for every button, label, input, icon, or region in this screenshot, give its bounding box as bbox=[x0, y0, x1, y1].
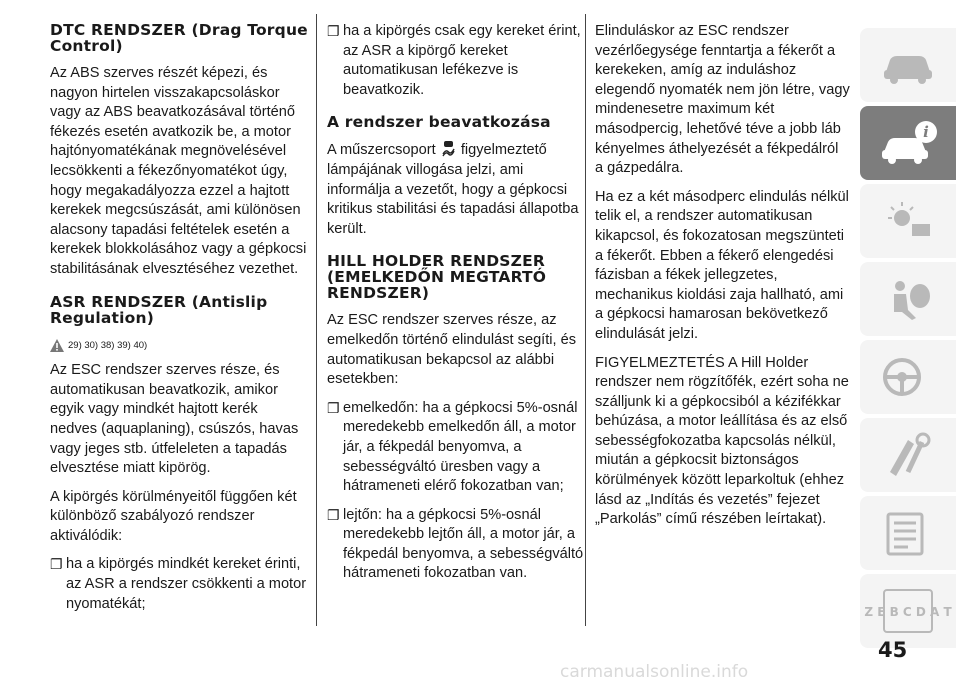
paragraph-dtc: Az ABS szerves részét képezi, és nagyon hirtelen visszakapcsoláskor vagy az ABS beavatkozásával történő fékezés esetén avatkozik be, a motor hajtónyomatékának megnövelésével lecsökkenti a fékezőnyomatékot úgy, hogy megakadályozza ezzel a hajtott kerekek megcsúszását, ami különösen alacsony tapadási feltételek esetén a kerekek blokkolásához vagy a gépkocsi stabilitásának elvesztéséhez vezethet. bbox=[50, 65, 307, 277]
tab-steering-wheel[interactable] bbox=[860, 340, 956, 414]
steering-wheel-icon bbox=[878, 352, 938, 402]
warning-references: 29) 30) 38) 39) 40) bbox=[50, 336, 308, 356]
heading-dtc: DTC RENDSZER (Drag Torque Control) bbox=[50, 21, 308, 55]
heading-intervention: A rendszer beavatkozása bbox=[327, 113, 551, 132]
tab-car-info[interactable] bbox=[860, 106, 956, 180]
paragraph-asr-2: A kipörgés körülményeitől függően két különböző szabályozó rendszer aktiválódik: bbox=[50, 488, 297, 544]
heading-hill-holder: HILL HOLDER RENDSZER (EMELKEDŐN MEGTARTÓ RENDSZER) bbox=[327, 252, 547, 303]
checkbox-bullet-icon: ❐ bbox=[50, 556, 63, 573]
tab-car[interactable] bbox=[860, 28, 956, 102]
car-info-icon bbox=[878, 118, 938, 168]
paragraph-asr: Az ESC rendszer szerves része, és automatikusan beavatkozik, amikor egyik vagy mindkét hajtott kerék nedves (aquaplaning), csúszós, havas vagy jeges stb. útfeleleten a tapadás elvesztése miatt kipörög. bbox=[50, 362, 299, 477]
paragraph-hill-holder: Az ESC rendszer szerves része, az emelkedőn történő elindulást segíti, és automatikusan bekapcsol az alábbi esetekben: bbox=[327, 312, 577, 388]
esc-warning-lamp-icon bbox=[442, 140, 455, 156]
checkbox-bullet-icon: ❐ bbox=[327, 23, 340, 39]
checkbox-bullet-icon: ❐ bbox=[327, 506, 340, 523]
tab-checklist[interactable] bbox=[860, 496, 956, 570]
airbag-icon bbox=[878, 274, 938, 324]
checkbox-bullet-icon: ❐ bbox=[327, 399, 340, 416]
bullet-item: ❐ lejtőn: ha a gépkocsi 5%-osnál meredekebb lejtőn áll, a motor jár, a fékpedál benyomva, a sebességváltó hátrameneti fokozatban van. bbox=[327, 506, 584, 582]
index-letters: Z E B C D A T bbox=[864, 605, 952, 619]
section-tabs bbox=[860, 28, 956, 652]
bullet-item: ❐ ha a kipörgés csak egy kereket érint, az ASR a kipörgő kereket automatikusan lefékezve is beavatkozik. bbox=[327, 23, 581, 98]
bullet-item: ❐ emelkedőn: ha a gépkocsi 5%-osnál meredekebb emelkedőn áll, a motor jár, a fékpedál benyomva, a sebességváltó üresben vagy a hátrameneti elérő fokozatban van; bbox=[327, 399, 578, 495]
heading-asr: ASR RENDSZER (Antislip Regulation) bbox=[50, 292, 268, 327]
paragraph-intervention: A műszercsoport figyelmeztető lámpájának villogása jelzi, ami informálja a vezetőt, hogy a gépkocsi kritikus stabilitási és tapadási állapotba került. bbox=[327, 142, 579, 237]
watermark: carmanualsonline.info bbox=[560, 662, 749, 682]
svg-text:i: i bbox=[923, 123, 929, 141]
warning-lights-icon bbox=[878, 196, 938, 246]
tab-tools[interactable] bbox=[860, 418, 956, 492]
car-icon bbox=[878, 40, 938, 90]
warning-triangle-icon bbox=[50, 339, 64, 352]
index-letters-icon bbox=[864, 586, 952, 636]
column-divider bbox=[316, 14, 317, 626]
paragraph-hill-1: Elinduláskor az ESC rendszer vezérlőegysége fenntartja a fékerőt a kerekeken, amíg az induláshoz elegendő nyomaték nem jön létre, vagy mindenesetre maximum két másodpercig, lehetővé téve a jobb láb kényelmes áthelyezését a fékpedálról a gázpedálra. bbox=[595, 23, 850, 177]
column-2 bbox=[327, 22, 585, 593]
tab-warning-lights[interactable] bbox=[860, 184, 956, 258]
page-number: 45 bbox=[878, 638, 908, 662]
checklist-icon bbox=[878, 508, 938, 558]
tab-index[interactable] bbox=[860, 574, 956, 648]
tab-airbag[interactable] bbox=[860, 262, 956, 336]
paragraph-warning: FIGYELMEZTETÉS A Hill Holder rendszer nem rögzítőfék, ezért soha ne szálljunk ki a gépkocsiból a kézifékkar behúzása, a motor leállítása és az első sebességfokozatba kapcsolás nélkül, miután a gépkocsit biztonságos körülmények között leparkoltuk (ehhez lásd az „Indítás és vezetés” fejezet „Parkolás” című részében leírtakat). bbox=[595, 354, 849, 528]
column-divider bbox=[585, 14, 586, 626]
tools-icon bbox=[878, 430, 938, 480]
paragraph-hill-2: Ha ez a két másodperc elindulás nélkül telik el, a rendszer automatikusan kikapcsol, és fokozatosan megszünteti a fékerőt. Ebben a fékerő elengedési fázisban a fékek jellegzetes, mechanikus kioldási zaja hallható, ami a gépkocsi hamarosan bekövetkező elindulását jelzi. bbox=[595, 188, 849, 342]
column-1 bbox=[50, 22, 308, 623]
bullet-item: ❐ ha a kipörgés mindkét kereket érinti, az ASR a rendszer csökkenti a motor nyomatékát; bbox=[50, 556, 307, 612]
column-3 bbox=[595, 22, 850, 539]
